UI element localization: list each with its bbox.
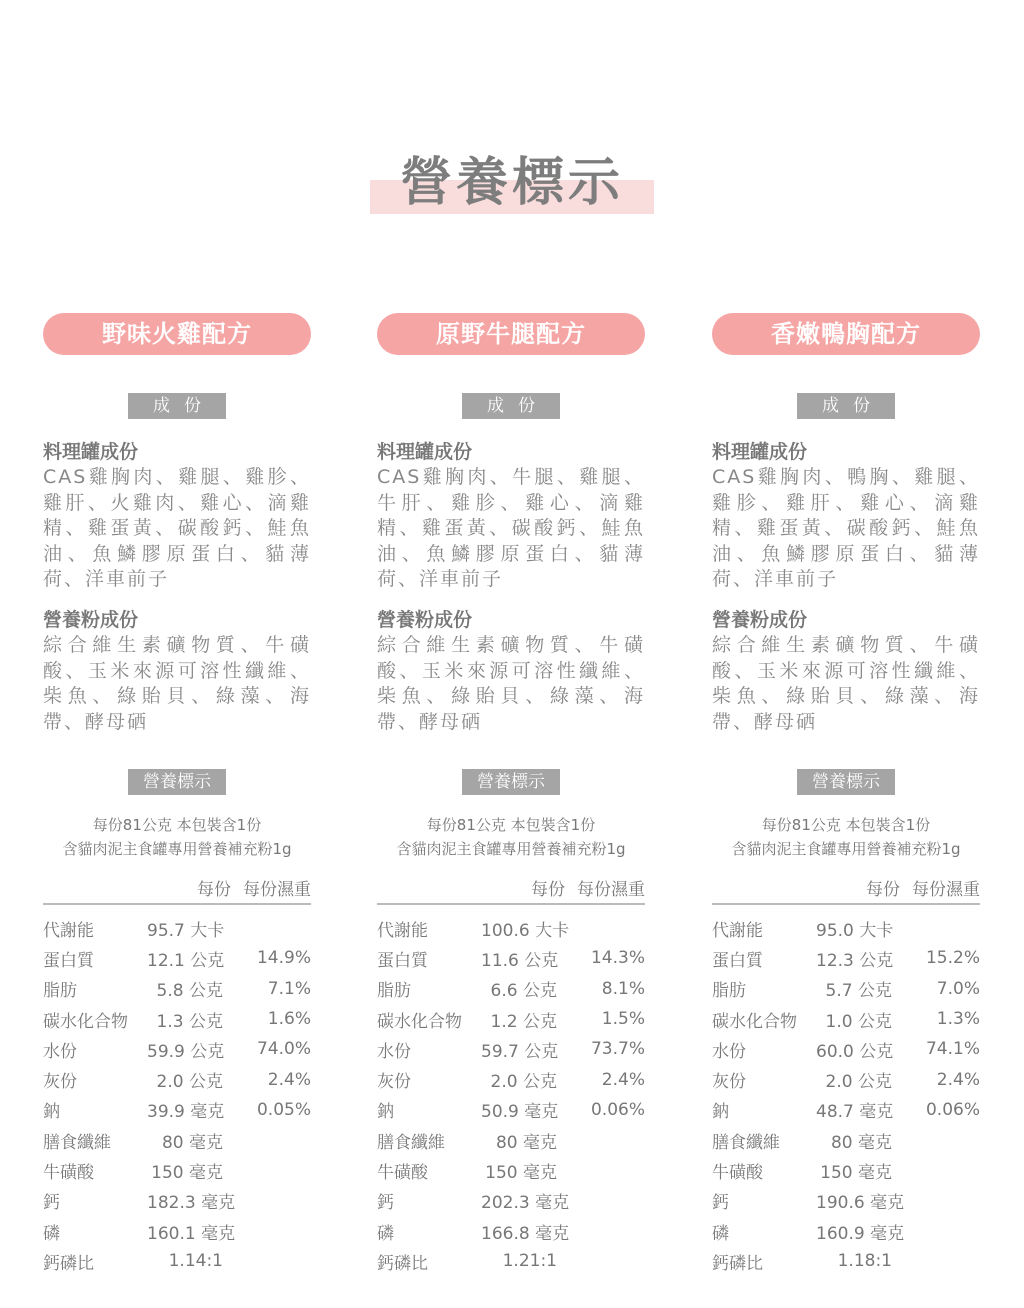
- serving-info: [43, 813, 311, 861]
- nutrient-percent: 0.05%: [256, 1099, 311, 1120]
- recipe-name-badge: 原野牛腿配方: [377, 313, 645, 355]
- can-ingredients-text: CAS雞胸肉、牛腿、雞腿、牛肝、雞胗、雞心、滴雞精、雞蛋黃、碳酸鈣、鮭魚油、魚鱗膠原蛋白、貓薄荷、洋車前子: [377, 466, 645, 590]
- header-per-serving: 每份: [531, 880, 565, 900]
- header-wet-weight: 每份濕重: [912, 880, 980, 900]
- table-row: [377, 1125, 645, 1155]
- table-row: [712, 1186, 980, 1216]
- nutrient-label: 磷: [712, 1223, 729, 1244]
- nutrient-amount: 166.8 毫克: [481, 1223, 570, 1244]
- nutrient-label: 牛磺酸: [43, 1163, 94, 1184]
- nutrient-amount: 95.0 大卡: [816, 920, 894, 941]
- nutrient-amount: 2.0 公克: [156, 1072, 223, 1093]
- nutrient-label: 膳食纖維: [43, 1132, 111, 1153]
- table-row: [712, 1216, 980, 1246]
- nutrient-percent: 2.4%: [601, 1069, 645, 1090]
- nutrient-amount: 5.8 公克: [156, 981, 223, 1002]
- nutrient-percent: 1.6%: [267, 1009, 311, 1030]
- table-row: [43, 1004, 311, 1034]
- nutrient-amount: 6.6 公克: [490, 981, 557, 1002]
- nutrient-amount: 12.1 公克: [147, 950, 225, 971]
- can-ingredients-text: CAS雞胸肉、雞腿、雞胗、雞肝、火雞肉、雞心、滴雞精、雞蛋黃、碳酸鈣、鮭魚油、魚鱗膠原蛋白、貓薄荷、洋車前子: [43, 466, 311, 590]
- table-row: [712, 1155, 980, 1185]
- nutrient-amount: 1.14:1: [168, 1251, 223, 1272]
- nutrient-label: 鈣磷比: [43, 1253, 94, 1274]
- nutrient-percent: 7.0%: [936, 978, 980, 999]
- table-row: [377, 1155, 645, 1185]
- nutrition-table: [43, 913, 311, 1277]
- nutrient-percent: 14.9%: [256, 948, 311, 969]
- nutrient-label: 代謝能: [377, 920, 428, 941]
- nutrient-percent: 1.5%: [601, 1009, 645, 1030]
- powder-ingredients-title: 營養粉成份: [377, 609, 473, 631]
- nutrient-label: 鈣磷比: [712, 1253, 763, 1274]
- powder-ingredients-text: 綜合維生素礦物質、牛磺酸、玉米來源可溶性纖維、柴魚、綠貽貝、綠藻、海帶、酵母硒: [712, 634, 980, 733]
- table-row: [712, 1004, 980, 1034]
- can-ingredients-title: 料理罐成份: [43, 441, 139, 463]
- serving-line-1: 每份81公克 本包裝含1份: [426, 816, 596, 834]
- serving-line-1: 每份81公克 本包裝含1份: [761, 816, 931, 834]
- nutrient-amount: 100.6 大卡: [481, 920, 570, 941]
- recipe-name-badge: 香嫩鴨胸配方: [712, 313, 980, 355]
- header-per-serving: 每份: [866, 880, 900, 900]
- nutrient-label: 灰份: [43, 1072, 77, 1093]
- nutrient-label: 碳水化合物: [43, 1011, 128, 1032]
- nutrient-amount: 202.3 毫克: [481, 1193, 570, 1214]
- table-row: [377, 974, 645, 1004]
- nutrient-amount: 80 毫克: [495, 1132, 557, 1153]
- nutrient-label: 磷: [43, 1223, 60, 1244]
- nutrient-label: 脂肪: [43, 981, 77, 1002]
- recipe-name-badge: 野味火雞配方: [43, 313, 311, 355]
- nutrient-amount: 1.18:1: [837, 1251, 892, 1272]
- nutrient-label: 脂肪: [712, 981, 746, 1002]
- nutrient-label: 鈉: [43, 1102, 60, 1123]
- nutrient-percent: 74.0%: [256, 1039, 311, 1060]
- nutrient-percent: 15.2%: [925, 948, 980, 969]
- nutrient-percent: 8.1%: [601, 978, 645, 999]
- nutrient-percent: 1.3%: [936, 1009, 980, 1030]
- powder-ingredients-text: 綜合維生素礦物質、牛磺酸、玉米來源可溶性纖維、柴魚、綠貽貝、綠藻、海帶、酵母硒: [43, 634, 311, 733]
- nutrient-amount: 12.3 公克: [816, 950, 894, 971]
- table-row: [377, 1004, 645, 1034]
- page-title: 營養標示: [399, 153, 624, 213]
- serving-line-2: 含貓肉泥主食罐專用營養補充粉1g: [731, 840, 961, 858]
- table-row: [712, 1246, 980, 1276]
- nutrient-amount: 50.9 毫克: [481, 1102, 559, 1123]
- nutrient-label: 鈉: [377, 1102, 394, 1123]
- nutrition-table: [712, 913, 980, 1277]
- powder-ingredients-title: 營養粉成份: [43, 609, 139, 631]
- nutrient-amount: 80 毫克: [830, 1132, 892, 1153]
- can-ingredients-title: 料理罐成份: [377, 441, 473, 463]
- nutrient-amount: 150 毫克: [485, 1163, 557, 1184]
- ingredients-tag: 成份: [128, 393, 226, 419]
- nutrient-label: 鈉: [712, 1102, 729, 1123]
- nutrient-label: 鈣: [43, 1193, 60, 1214]
- nutrition-table-header: [43, 875, 311, 905]
- nutrient-label: 水份: [712, 1041, 746, 1062]
- nutrition-table-header: [377, 875, 645, 905]
- table-row: [377, 1216, 645, 1246]
- nutrient-amount: 59.7 公克: [481, 1041, 559, 1062]
- nutrient-amount: 2.0 公克: [490, 1072, 557, 1093]
- nutrition-tag: 營養標示: [797, 769, 895, 795]
- nutrient-label: 牛磺酸: [377, 1163, 428, 1184]
- serving-info: [712, 813, 980, 861]
- ingredients-tag: 成份: [797, 393, 895, 419]
- table-row: [712, 1034, 980, 1064]
- nutrient-label: 碳水化合物: [712, 1011, 797, 1032]
- table-row: [43, 1216, 311, 1246]
- nutrient-amount: 59.9 公克: [147, 1041, 225, 1062]
- nutrient-amount: 48.7 毫克: [816, 1102, 894, 1123]
- table-row: [377, 1034, 645, 1064]
- table-row: [377, 1246, 645, 1276]
- nutrition-tag: 營養標示: [128, 769, 226, 795]
- nutrient-label: 水份: [43, 1041, 77, 1062]
- table-row: [43, 913, 311, 943]
- table-row: [43, 1186, 311, 1216]
- nutrient-label: 蛋白質: [377, 950, 428, 971]
- page-title-block: [0, 148, 1024, 218]
- nutrient-label: 膳食纖維: [712, 1132, 780, 1153]
- nutrient-percent: 7.1%: [267, 978, 311, 999]
- nutrient-label: 牛磺酸: [712, 1163, 763, 1184]
- table-row: [712, 913, 980, 943]
- table-row: [43, 943, 311, 973]
- nutrition-table-header: [712, 875, 980, 905]
- nutrient-amount: 190.6 毫克: [816, 1193, 905, 1214]
- nutrient-amount: 182.3 毫克: [147, 1193, 236, 1214]
- nutrient-amount: 1.0 公克: [825, 1011, 892, 1032]
- nutrient-percent: 73.7%: [590, 1039, 645, 1060]
- nutrient-amount: 95.7 大卡: [147, 920, 225, 941]
- table-row: [712, 1095, 980, 1125]
- table-row: [377, 943, 645, 973]
- recipe-column-1: [43, 313, 311, 1277]
- table-row: [377, 913, 645, 943]
- nutrient-amount: 160.9 毫克: [816, 1223, 905, 1244]
- serving-info: [377, 813, 645, 861]
- nutrient-percent: 2.4%: [936, 1069, 980, 1090]
- table-row: [43, 1125, 311, 1155]
- nutrient-amount: 2.0 公克: [825, 1072, 892, 1093]
- nutrient-amount: 1.21:1: [502, 1251, 557, 1272]
- nutrition-table: [377, 913, 645, 1277]
- recipe-column-2: [377, 313, 645, 1277]
- can-ingredients-title: 料理罐成份: [712, 441, 808, 463]
- nutrient-label: 膳食纖維: [377, 1132, 445, 1153]
- nutrient-amount: 11.6 公克: [481, 950, 559, 971]
- powder-ingredients-text: 綜合維生素礦物質、牛磺酸、玉米來源可溶性纖維、柴魚、綠貽貝、綠藻、海帶、酵母硒: [377, 634, 645, 733]
- table-row: [43, 1064, 311, 1094]
- serving-line-2: 含貓肉泥主食罐專用營養補充粉1g: [62, 840, 292, 858]
- serving-line-1: 每份81公克 本包裝含1份: [92, 816, 262, 834]
- table-row: [712, 1125, 980, 1155]
- table-row: [377, 1095, 645, 1125]
- nutrient-amount: 1.3 公克: [156, 1011, 223, 1032]
- nutrient-label: 碳水化合物: [377, 1011, 462, 1032]
- table-row: [43, 1155, 311, 1185]
- nutrient-label: 磷: [377, 1223, 394, 1244]
- table-row: [712, 1064, 980, 1094]
- table-row: [377, 1186, 645, 1216]
- nutrition-tag: 營養標示: [462, 769, 560, 795]
- nutrient-label: 鈣: [712, 1193, 729, 1214]
- header-wet-weight: 每份濕重: [243, 880, 311, 900]
- nutrient-amount: 60.0 公克: [816, 1041, 894, 1062]
- nutrient-label: 脂肪: [377, 981, 411, 1002]
- nutrient-amount: 80 毫克: [161, 1132, 223, 1153]
- recipe-column-3: [712, 313, 980, 1277]
- nutrient-label: 代謝能: [712, 920, 763, 941]
- table-row: [712, 974, 980, 1004]
- ingredients-tag: 成份: [462, 393, 560, 419]
- nutrient-label: 灰份: [712, 1072, 746, 1093]
- table-row: [43, 974, 311, 1004]
- nutrient-percent: 0.06%: [925, 1099, 980, 1120]
- nutrient-amount: 1.2 公克: [490, 1011, 557, 1032]
- powder-ingredients-title: 營養粉成份: [712, 609, 808, 631]
- nutrient-amount: 160.1 毫克: [147, 1223, 236, 1244]
- nutrient-label: 鈣: [377, 1193, 394, 1214]
- nutrient-label: 代謝能: [43, 920, 94, 941]
- nutrient-label: 鈣磷比: [377, 1253, 428, 1274]
- nutrient-label: 蛋白質: [712, 950, 763, 971]
- nutrient-amount: 39.9 毫克: [147, 1102, 225, 1123]
- serving-line-2: 含貓肉泥主食罐專用營養補充粉1g: [396, 840, 626, 858]
- nutrient-label: 灰份: [377, 1072, 411, 1093]
- header-per-serving: 每份: [197, 880, 231, 900]
- nutrient-amount: 150 毫克: [151, 1163, 223, 1184]
- nutrient-percent: 14.3%: [590, 948, 645, 969]
- nutrient-amount: 5.7 公克: [825, 981, 892, 1002]
- header-wet-weight: 每份濕重: [577, 880, 645, 900]
- can-ingredients-text: CAS雞胸肉、鴨胸、雞腿、雞胗、雞肝、雞心、滴雞精、雞蛋黃、碳酸鈣、鮭魚油、魚鱗膠原蛋白、貓薄荷、洋車前子: [712, 466, 980, 590]
- table-row: [377, 1064, 645, 1094]
- table-row: [43, 1034, 311, 1064]
- table-row: [43, 1095, 311, 1125]
- nutrient-label: 水份: [377, 1041, 411, 1062]
- nutrient-percent: 0.06%: [590, 1099, 645, 1120]
- table-row: [43, 1246, 311, 1276]
- nutrient-percent: 2.4%: [267, 1069, 311, 1090]
- nutrient-amount: 150 毫克: [820, 1163, 892, 1184]
- nutrient-percent: 74.1%: [925, 1039, 980, 1060]
- nutrient-label: 蛋白質: [43, 950, 94, 971]
- table-row: [712, 943, 980, 973]
